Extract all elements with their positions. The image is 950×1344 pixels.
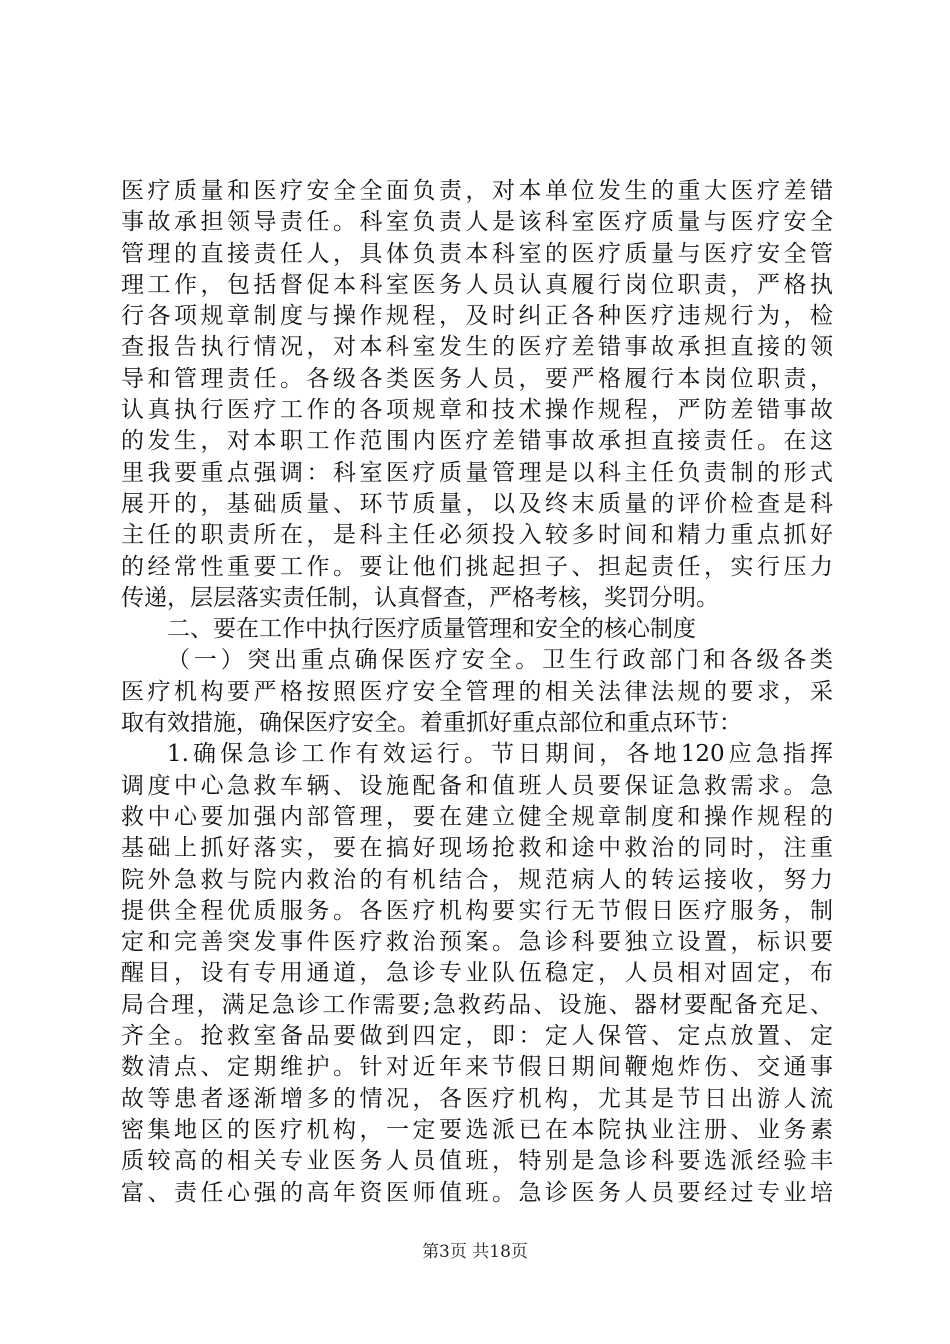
page-footer: 第3页 共18页	[422, 1242, 528, 1262]
text-line: 查报告执行情况，对本科室发生的医疗差错事故承担直接的领	[121, 334, 833, 361]
text-line: 事故承担领导责任。科室负责人是该科室医疗质量与医疗安全	[121, 209, 833, 236]
text-line: （一）突出重点确保医疗安全。卫生行政部门和各级各类	[167, 647, 833, 674]
text-line: 醒目，设有专用通道，急诊专业队伍稳定，人员相对固定，布	[121, 960, 833, 987]
text-line: 传递，层层落实责任制，认真督查，严格考核，奖罚分明。	[121, 584, 719, 611]
text-line: 1.确保急诊工作有效运行。节日期间，各地120应急指挥	[167, 741, 833, 768]
text-line: 密集地区的医疗机构，一定要选派已在本院执业注册、业务素	[121, 1116, 833, 1143]
text-line: 导和管理责任。各级各类医务人员，要严格履行本岗位职责，	[121, 365, 833, 392]
text-line: 行各项规章制度与操作规程，及时纠正各种医疗违规行为，检	[121, 303, 833, 330]
text-line: 展开的，基础质量、环节质量，以及终末质量的评价检查是科	[121, 490, 833, 517]
body-text	[121, 176, 833, 1209]
text-line: 医疗质量和医疗安全全面负责，对本单位发生的重大医疗差错	[121, 178, 833, 204]
text-line: 救中心要加强内部管理，要在建立健全规章制度和操作规程的	[121, 803, 833, 830]
text-line: 局合理，满足急诊工作需要;急救药品、设施、器材要配备充足、	[121, 991, 833, 1018]
text-line: 里我要重点强调：科室医疗质量管理是以科主任负责制的形式	[121, 459, 833, 486]
text-line: 质较高的相关专业医务人员值班，特别是急诊科要选派经验丰	[121, 1148, 833, 1175]
text-line: 基础上抓好落实，要在搞好现场抢救和途中救治的同时，注重	[121, 835, 833, 862]
text-line: 二、要在工作中执行医疗质量管理和安全的核心制度	[167, 616, 696, 643]
text-line: 取有效措施，确保医疗安全。着重抓好重点部位和重点环节：	[121, 710, 742, 737]
text-line: 理工作，包括督促本科室医务人员认真履行岗位职责，严格执	[121, 271, 833, 298]
text-line: 的发生，对本职工作范围内医疗差错事故承担直接责任。在这	[121, 428, 833, 455]
text-line: 院外急救与院内救治的有机结合，规范病人的转运接收，努力	[121, 866, 833, 893]
text-line: 提供全程优质服务。各医疗机构要实行无节假日医疗服务，制	[121, 897, 833, 924]
text-line: 定和完善突发事件医疗救治预案。急诊科要独立设置，标识要	[121, 929, 833, 956]
text-line: 管理的直接责任人，具体负责本科室的医疗质量与医疗安全管	[121, 240, 833, 267]
text-line: 数清点、定期维护。针对近年来节假日期间鞭炮炸伤、交通事	[121, 1054, 833, 1081]
text-line: 故等患者逐渐增多的情况，各医疗机构，尤其是节日出游人流	[121, 1085, 833, 1112]
text-line: 主任的职责所在，是科主任必须投入较多时间和精力重点抓好	[121, 522, 833, 549]
text-line: 齐全。抢救室备品要做到四定，即：定人保管、定点放置、定	[121, 1023, 833, 1050]
text-line: 医疗机构要严格按照医疗安全管理的相关法律法规的要求，采	[121, 678, 833, 705]
text-line: 的经常性重要工作。要让他们挑起担子、担起责任，实行压力	[121, 553, 833, 580]
text-line: 富、责任心强的高年资医师值班。急诊医务人员要经过专业培	[121, 1179, 833, 1206]
text-line: 调度中心急救车辆、设施配备和值班人员要保证急救需求。急	[121, 772, 833, 799]
text-line: 认真执行医疗工作的各项规章和技术操作规程，严防差错事故	[121, 397, 833, 424]
